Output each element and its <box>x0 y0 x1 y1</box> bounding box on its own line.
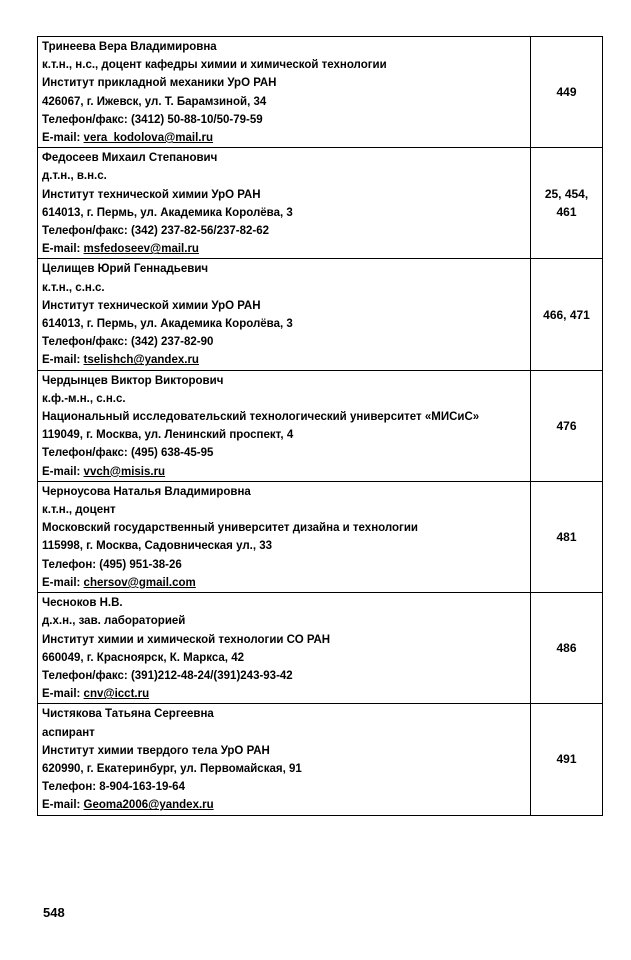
author-address: 620990, г. Екатеринбург, ул. Первомайская, 91 <box>42 762 302 775</box>
author-info-cell <box>38 704 531 815</box>
author-pages-cell <box>531 593 603 704</box>
author-degree: к.т.н., с.н.с. <box>42 281 105 294</box>
author-name: Черноусова Наталья Владимировна <box>42 485 251 498</box>
author-info-cell <box>38 593 531 704</box>
author-info-cell <box>38 148 531 259</box>
author-info-cell <box>38 37 531 148</box>
author-organization: Институт технической химии УрО РАН <box>42 299 261 312</box>
author-pages-cell <box>531 259 603 370</box>
author-degree: д.т.н., в.н.с. <box>42 170 107 183</box>
page-references: 25, 454, 461 <box>544 187 589 220</box>
author-row <box>38 704 603 815</box>
author-row <box>38 370 603 481</box>
author-organization: Институт химии твердого тела УрО РАН <box>42 744 270 757</box>
author-organization: Институт химии и химической технологии СО РАН <box>42 633 331 646</box>
author-degree: к.ф.-м.н., с.н.с. <box>42 392 126 405</box>
email-link[interactable]: chersov@gmail.com <box>83 576 196 589</box>
author-organization: Московский государственный университет дизайна и технологии <box>42 522 418 535</box>
email-prefix: E-mail: <box>42 688 84 701</box>
email-prefix: E-mail: <box>42 132 84 145</box>
author-email-line <box>42 685 530 703</box>
author-email-line <box>42 463 530 481</box>
author-pages-cell <box>531 37 603 148</box>
author-address: 614013, г. Пермь, ул. Академика Королёва, 3 <box>42 318 293 331</box>
author-pages-cell <box>531 481 603 592</box>
author-name: Чесноков Н.В. <box>42 597 123 610</box>
page-references: 449 <box>556 85 577 100</box>
author-degree: аспирант <box>42 726 95 739</box>
page-number: 548 <box>43 905 65 920</box>
authors-table <box>37 36 603 816</box>
email-link[interactable]: Geoma2006@yandex.ru <box>83 799 214 812</box>
author-email-line <box>42 351 530 369</box>
authors-table-body <box>38 37 603 816</box>
author-degree: к.т.н., н.с., доцент кафедры химии и химической технологии <box>42 59 387 72</box>
page-references: 466, 471 <box>543 307 590 322</box>
author-name: Чердынцев Виктор Викторович <box>42 374 224 387</box>
email-prefix: E-mail: <box>42 465 84 478</box>
author-address: 426067, г. Ижевск, ул. Т. Барамзиной, 34 <box>42 95 267 108</box>
author-phone: Телефон/факс: (342) 237-82-90 <box>42 336 214 349</box>
author-address: 115998, г. Москва, Садовническая ул., 33 <box>42 540 273 553</box>
author-email-line <box>42 796 530 814</box>
author-info-cell <box>38 481 531 592</box>
author-row <box>38 259 603 370</box>
author-phone: Телефон/факс: (391)212-48-24/(391)243-93-42 <box>42 669 293 682</box>
author-phone: Телефон/факс: (342) 237-82-56/237-82-62 <box>42 225 270 238</box>
email-link[interactable]: vera_kodolova@mail.ru <box>83 132 214 145</box>
author-row <box>38 148 603 259</box>
email-link[interactable]: msfedoseev@mail.ru <box>83 243 199 256</box>
author-name: Тринеева Вера Владимировна <box>42 41 217 53</box>
email-link[interactable]: cnv@icct.ru <box>83 688 150 701</box>
email-link[interactable]: vvch@misis.ru <box>83 465 166 478</box>
author-name: Чистякова Татьяна Сергеевна <box>42 708 214 721</box>
author-email-line <box>42 129 530 147</box>
author-row <box>38 593 603 704</box>
author-info-cell <box>38 259 531 370</box>
email-prefix: E-mail: <box>42 576 84 589</box>
author-info-cell <box>38 370 531 481</box>
email-link[interactable]: tselishch@yandex.ru <box>83 354 199 367</box>
author-organization: Институт технической химии УрО РАН <box>42 188 261 201</box>
author-address: 614013, г. Пермь, ул. Академика Королёва, 3 <box>42 206 293 219</box>
author-name: Целищев Юрий Геннадьевич <box>42 263 209 276</box>
author-row <box>38 481 603 592</box>
author-email-line <box>42 240 530 258</box>
author-phone: Телефон/факс: (3412) 50-88-10/50-79-59 <box>42 113 263 126</box>
email-prefix: E-mail: <box>42 354 84 367</box>
author-address: 660049, г. Красноярск, К. Маркса, 42 <box>42 651 244 664</box>
page-references: 476 <box>556 418 577 433</box>
author-organization: Институт прикладной механики УрО РАН <box>42 77 277 90</box>
author-pages-cell <box>531 704 603 815</box>
author-pages-cell <box>531 370 603 481</box>
author-address: 119049, г. Москва, ул. Ленинский проспект, 4 <box>42 429 294 442</box>
email-prefix: E-mail: <box>42 243 84 256</box>
author-degree: д.х.н., зав. лабораторией <box>42 615 186 628</box>
page-references: 481 <box>556 529 577 544</box>
page-references: 491 <box>556 752 577 767</box>
author-pages-cell <box>531 148 603 259</box>
author-phone: Телефон/факс: (495) 638-45-95 <box>42 447 214 460</box>
author-phone: Телефон: 8-904-163-19-64 <box>42 781 185 794</box>
author-organization: Национальный исследовательский технологический университет «МИСиС» <box>42 411 480 424</box>
email-prefix: E-mail: <box>42 799 84 812</box>
author-phone: Телефон: (495) 951-38-26 <box>42 558 182 571</box>
author-email-line <box>42 574 530 592</box>
page-references: 486 <box>556 641 577 656</box>
author-degree: к.т.н., доцент <box>42 504 116 517</box>
author-name: Федосеев Михаил Степанович <box>42 152 218 165</box>
author-row <box>38 37 603 148</box>
